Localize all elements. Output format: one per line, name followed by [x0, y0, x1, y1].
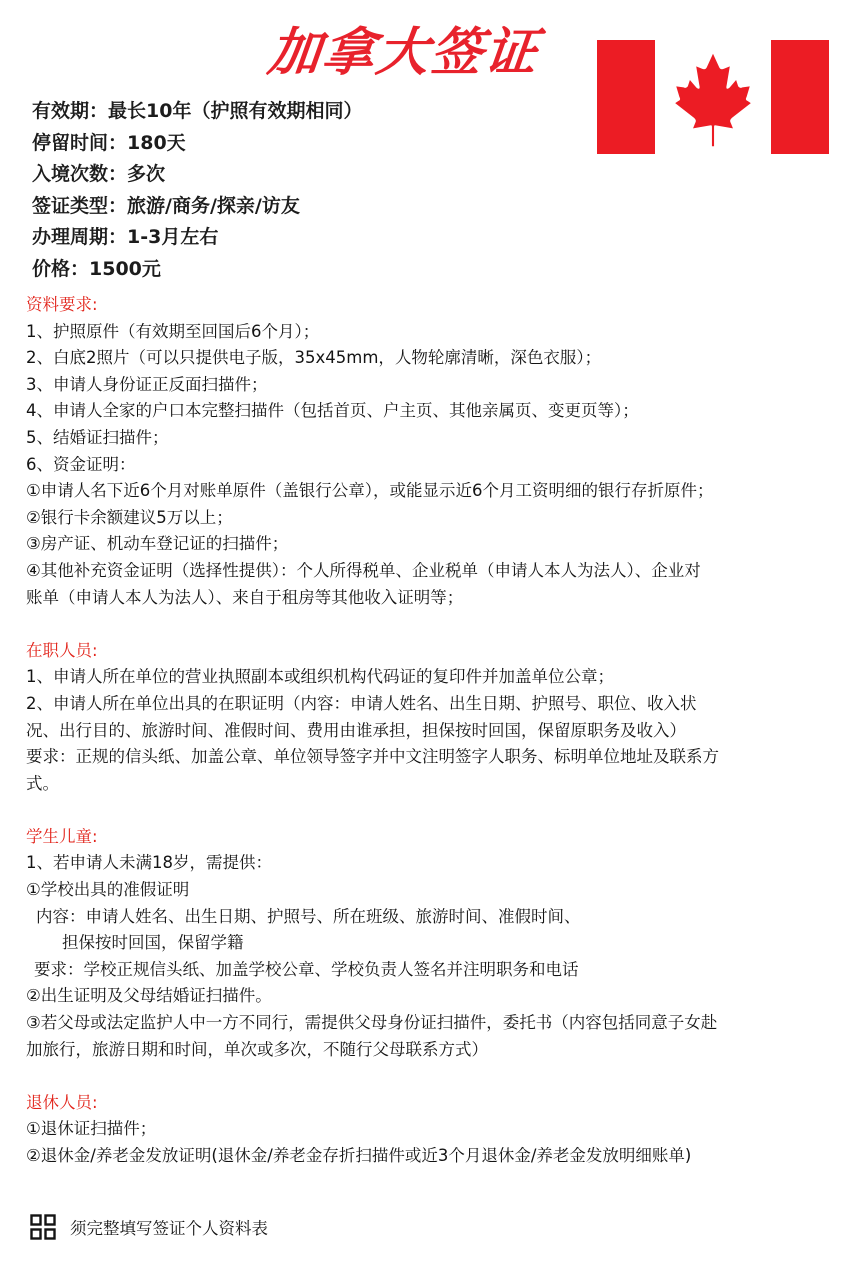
employed-line: 况、出行目的、旅游时间、准假时间、费用由谁承担，担保按时回国，保留原职务及收入） [26, 720, 686, 740]
materials-line: 2、白底2照片（可以只提供电子版，35x45mm，人物轮廓清晰，深色衣服）； [26, 348, 602, 368]
materials-section [26, 292, 826, 611]
summary-entries: 入境次数：多次 [32, 163, 166, 185]
summary-type: 签证类型：旅游/商务/探亲/访友 [32, 194, 300, 217]
students-line: 要求：学校正规信头纸、加盖学校公章、学校负责人签名并注明职务和电话 [34, 959, 579, 979]
canada-flag-icon [597, 40, 829, 154]
materials-line: 4、申请人全家的户口本完整扫描件（包括首页、户主页、其他亲属页、变更页等）； [26, 401, 639, 421]
students-line: 内容：申请人姓名、出生日期、护照号、所在班级、旅游时间、准假时间、 [36, 906, 581, 926]
visa-summary [32, 96, 572, 285]
materials-line: 1、护照原件（有效期至回国后6个月）； [26, 321, 320, 341]
employed-line: 1、申请人所在单位的营业执照副本或组织机构代码证的复印件并加盖单位公章； [26, 667, 614, 687]
employed-title: 在职人员: [26, 640, 98, 660]
page-title: 加拿大签证 [265, 23, 542, 83]
requirements-content [26, 292, 826, 1170]
retired-line: ②退休金/养老金发放证明(退休金/养老金存折扫描件或近3个月退休金/养老金发放明细账单) [26, 1146, 692, 1165]
summary-price: 价格：1500元 [32, 257, 161, 280]
materials-line: 5、结婚证扫描件； [26, 427, 169, 447]
materials-line: ③房产证、机动车登记证的扫描件； [26, 534, 289, 554]
students-line: 加旅行，旅游日期和时间，单次或多次，不随行父母联系方式） [26, 1039, 488, 1059]
students-line: ②出生证明及父母结婚证扫描件。 [26, 986, 272, 1006]
materials-line: ④其他补充资金证明（选择性提供）：个人所得税单、企业税单（申请人本人为法人）、企业对 [26, 560, 701, 580]
summary-processing: 办理周期：1-3月左右 [32, 226, 219, 248]
materials-line: ②银行卡余额建议5万以上； [26, 507, 233, 527]
materials-line: ①申请人名下近6个月对账单原件（盖银行公章），或能显示近6个月工资明细的银行存折原件； [26, 481, 714, 501]
footer-note [30, 1214, 268, 1240]
retired-section [26, 1090, 826, 1170]
retired-title: 退休人员: [26, 1092, 98, 1112]
employed-line: 要求：正规的信头纸、加盖公章、单位领导签字并中文注明签字人职务、标明单位地址及联系方 [26, 747, 719, 767]
footer-text: 须完整填写签证个人资料表 [70, 1219, 268, 1238]
students-line: ①学校出具的准假证明 [26, 880, 190, 900]
employed-section [26, 638, 826, 798]
retired-line: ①退休证扫描件； [26, 1119, 157, 1139]
materials-line: 6、资金证明： [26, 454, 136, 474]
materials-line: 3、申请人身份证正反面扫描件； [26, 374, 268, 394]
students-line: 1、若申请人未满18岁，需提供： [26, 853, 272, 873]
employed-line: 式。 [26, 773, 59, 793]
qr-grid-icon [30, 1214, 56, 1240]
students-line: 担保按时回国，保留学籍 [62, 933, 244, 953]
materials-title: 资料要求: [26, 295, 98, 314]
summary-validity: 有效期：最长10年（护照有效期相同） [32, 100, 363, 122]
summary-stay: 停留时间：180天 [32, 131, 186, 154]
materials-line: 账单（申请人本人为法人）、来自于租房等其他收入证明等； [26, 587, 464, 607]
employed-line: 2、申请人所在单位出具的在职证明（内容：申请人姓名、出生日期、护照号、职位、收入状 [26, 693, 697, 713]
students-line: ③若父母或法定监护人中一方不同行，需提供父母身份证扫描件，委托书（内容包括同意子女赴 [26, 1013, 718, 1033]
students-title: 学生儿童: [26, 826, 98, 846]
students-section [26, 824, 826, 1063]
